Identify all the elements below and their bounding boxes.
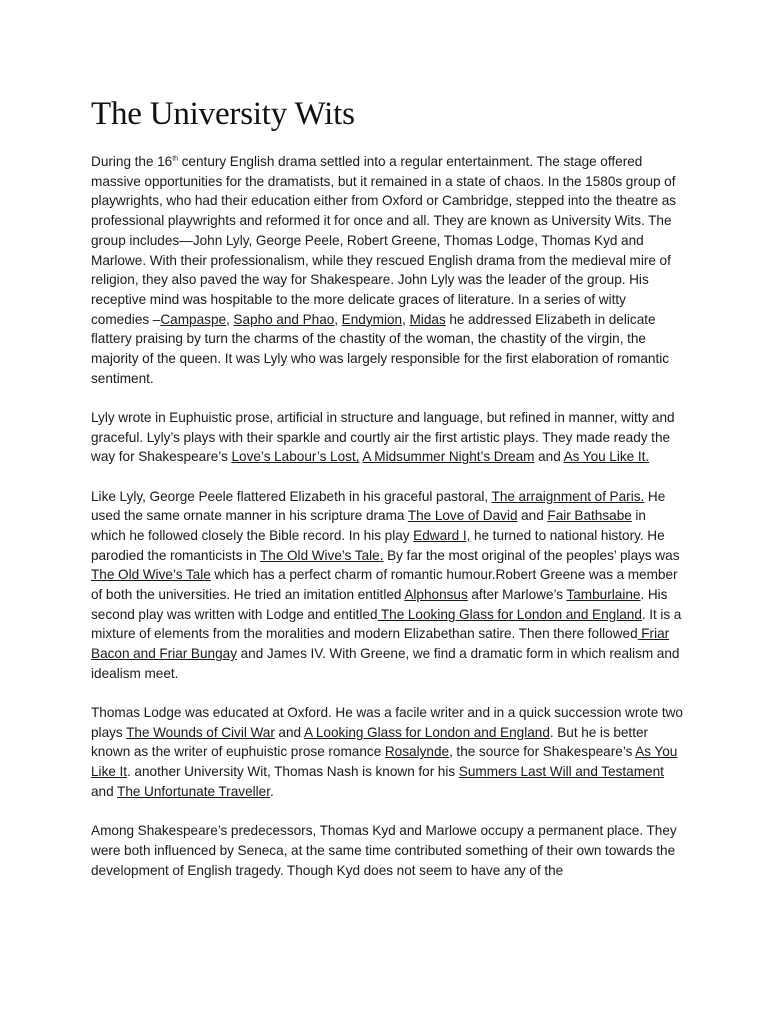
link-endymion[interactable]: Endymion, [341, 311, 406, 327]
text: and [517, 508, 548, 524]
text: he addressed Elizabeth in delicate flattery praising by turn the charms of the chastity of the woman, the chastity of the virgin, the majority of the queen. It was Lyly who was largely responsible for the first elaboration of romantic sentiment. [91, 311, 670, 386]
link-midas[interactable]: Midas [409, 311, 446, 327]
link-tamburlaine[interactable]: Tamburlaine [566, 587, 641, 603]
link-fair-bathsabe[interactable]: Fair Bathsabe [547, 508, 632, 524]
link-sapho-and-phao[interactable]: Sapho and Phao, [233, 311, 339, 327]
text: century English drama settled into a regular entertainment. The stage offered massive opportunities for the dramatists, but it remained in a state of chaos. In the 1580s group of playwrights, who had their education either from Oxford or Cambridge, stepped into the theatre as professional playwrights and reformed it for once and all. They are known as University Wits. The group includes—John Lyly, George Peele, Robert Greene, Thomas Lodge, Thomas Kyd and Marlowe. With their professionalism, while they rescued English drama from the medieval mire of religion, they also paved the way for Shakespeare. John Lyly was the leader of the group. His receptive mind was hospitable to the more delicate graces of literature. In a series of witty comedies – [91, 154, 677, 327]
link-looking-glass-london[interactable]: The Looking Glass for London and England [377, 606, 642, 622]
link-arraignment-of-paris[interactable]: The arraignment of Paris. [491, 488, 645, 504]
link-friar-bacon[interactable]: Friar Bacon and Friar Bungay [91, 626, 670, 662]
text: after Marlowe’s [467, 587, 567, 603]
text: By far the most original of the peoples’ plays was [383, 547, 680, 563]
link-summers-last-will[interactable]: Summers Last Will and Testament [458, 764, 664, 780]
link-as-you-like-it-2[interactable]: As You Like It [91, 744, 678, 780]
text: . another University Wit, Thomas Nash is known for his [127, 764, 459, 780]
superscript: th [172, 155, 179, 163]
link-edward-i[interactable]: Edward I, [413, 527, 471, 543]
text: Lyly wrote in Euphuistic prose, artificial in structure and language, but refined in manner, witty and graceful. Lyly’s plays with their sparkle and courtly air the first artistic plays. They made ready the way for Shakespeare’s [91, 409, 675, 465]
page-title: The University Wits [91, 96, 355, 132]
text: . But he is better known as the writer of euphuistic prose romance [91, 724, 649, 760]
text: , the source for Shakespeare’s [449, 744, 636, 760]
link-unfortunate-traveller[interactable]: The Unfortunate Traveller [117, 783, 271, 799]
text: and [274, 724, 304, 740]
text: and James IV. With Greene, we find a dramatic form in which realism and idealism meet. [91, 646, 680, 681]
link-old-wives-tale[interactable]: The Old Wive’s Tale. [259, 547, 384, 563]
paragraph-2 [91, 408, 683, 467]
text: . His second play was written with Lodge and entitled [91, 587, 668, 622]
link-loves-labours-lost[interactable]: Love’s Labour’s Lost, [231, 449, 360, 465]
text: Like Lyly, George Peele flattered Elizabeth in his graceful pastoral, [91, 488, 492, 504]
text: Among Shakespeare’s predecessors, Thomas Kyd and Marlowe occupy a permanent place. They were both influenced by Seneca, at the same time contributed something of their own towards the development of English tragedy. Though Kyd does not seem to have any of the [91, 823, 677, 878]
link-rosalynde[interactable]: Rosalynde [384, 744, 450, 760]
link-old-wives-tale-2[interactable]: The Old Wive’s Tale [91, 567, 211, 583]
text: which has a perfect charm of romantic humour.Robert Greene was a member of both the universities. He tried an imitation entitled [91, 567, 678, 603]
paragraph-4 [91, 703, 683, 802]
link-midsummer-nights-dream[interactable]: A Midsummer Night’s Dream [362, 449, 535, 465]
document-page [91, 94, 683, 900]
text: During the 16 [91, 154, 173, 169]
text: and [91, 783, 118, 799]
text: he turned to national history. He parodied the romanticists in [91, 527, 665, 563]
link-alphonsus[interactable]: Alphonsus [404, 587, 468, 603]
link-a-looking-glass[interactable]: A Looking Glass for London and England [303, 724, 550, 740]
link-wounds-of-civil-war[interactable]: The Wounds of Civil War [126, 724, 275, 740]
text: Thomas Lodge was educated at Oxford. He was a facile writer and in a quick succession wrote two plays [91, 705, 683, 740]
paragraph-1 [91, 152, 683, 388]
paragraph-5 [91, 821, 683, 880]
link-campaspe[interactable]: Campaspe, [160, 311, 230, 327]
text: . [270, 783, 274, 799]
paragraph-3 [91, 487, 683, 684]
text: He used the same ornate manner in his scripture drama [91, 488, 666, 524]
link-love-of-david[interactable]: The Love of David [407, 508, 518, 524]
text: in which he followed closely the Bible record. In his play [91, 508, 646, 543]
text: and [534, 449, 564, 465]
text: . It is a mixture of elements from the moralities and modern Elizabethan satire. Then there followed [91, 606, 682, 642]
link-as-you-like-it[interactable]: As You Like It. [563, 449, 650, 465]
